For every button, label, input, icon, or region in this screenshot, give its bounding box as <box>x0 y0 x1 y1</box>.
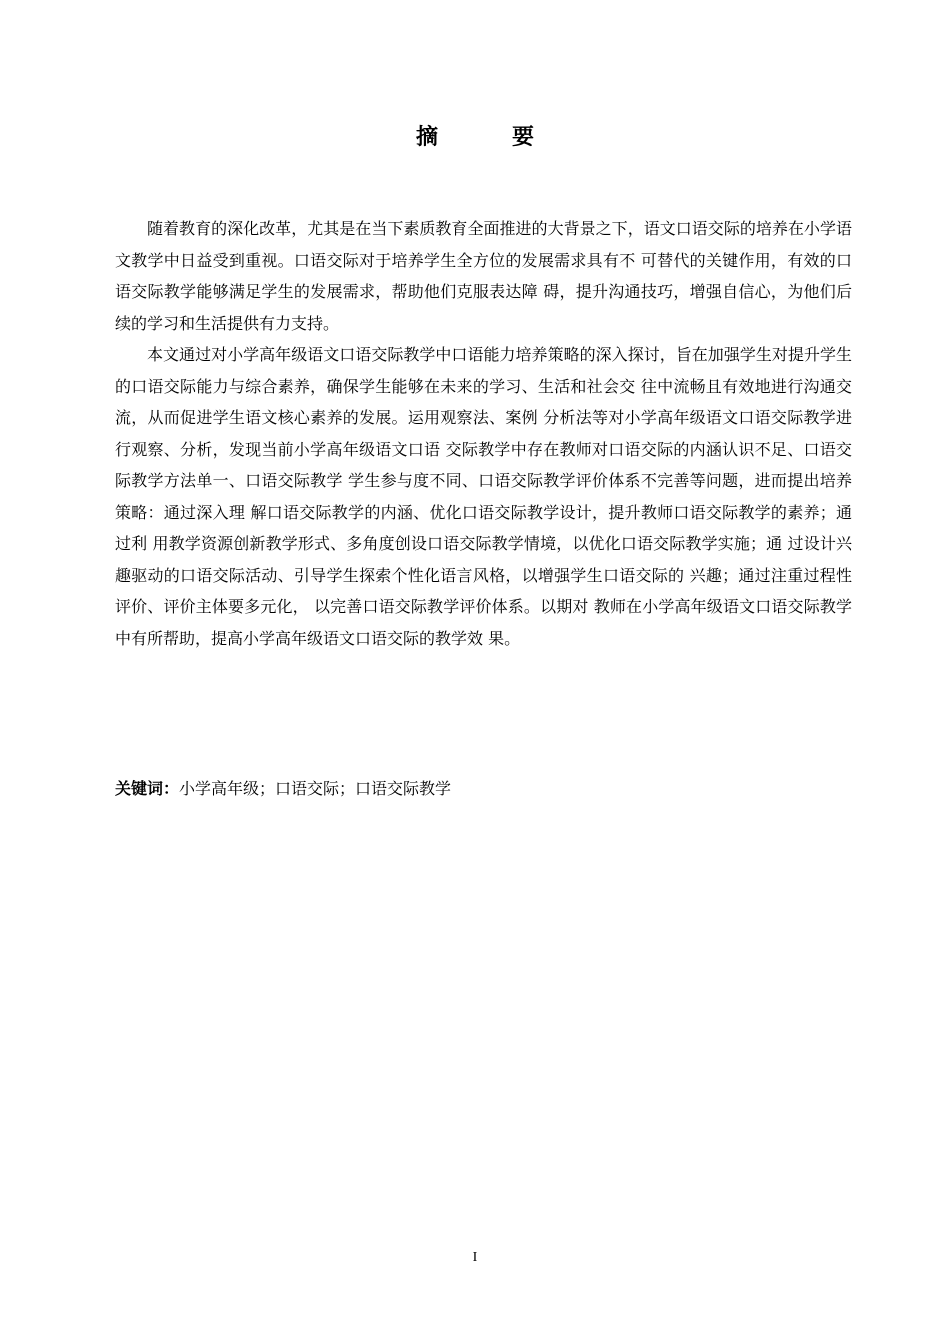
keywords-line <box>115 774 852 804</box>
page-title: 摘 要 <box>415 125 560 150</box>
abstract-body <box>115 213 852 654</box>
keywords-label: 关键词： <box>115 779 180 798</box>
abstract-paragraph-1: 随着教育的深化改革，尤其是在当下素质教育全面推进的大背景之下，语文口语交际的培养在小学语文教学中日益受到重视。口语交际对于培养学生全方位的发展需求具有不 可替代的关键作用，有效的口语交际教学能够满足学生的发展需求，帮助他们克服表达障 碍，提升沟通技巧，增强自信心，为他们后续的学习和生活提供有力支持。 <box>115 219 852 333</box>
abstract-paragraph-2: 本文通过对小学高年级语文口语交际教学中口语能力培养策略的深入探讨，旨在加强学生对提升学生的口语交际能力与综合素养，确保学生能够在未来的学习、生活和社会交 往中流畅且有效地进行沟通交流，从而促进学生语文核心素养的发展。运用观察法、案例 分析法等对小学高年级语文口语交际教学进行观察、分析，发现当前小学高年级语文口语 交际教学中存在教师对口语交际的内涵认识不足、口语交际教学方法单一、口语交际教学 学生参与度不同、口语交际教学评价体系不完善等问题，进而提出培养策略：通过深入理 解口语交际教学的内涵、优化口语交际教学设计，提升教师口语交际教学的素养；通过利 用教学资源创新教学形式、多角度创设口语交际教学情境，以优化口语交际教学实施；通 过设计兴趣驱动的口语交际活动、引导学生探索个性化语言风格，以增强学生口语交际的 兴趣；通过注重过程性评价、评价主体要多元化， 以完善口语交际教学评价体系。以期对 教师在小学高年级语文口语交际教学中有所帮助，提高小学高年级语文口语交际的教学效 果。 <box>115 345 852 648</box>
keywords-value: 小学高年级；口语交际；口语交际教学 <box>179 779 452 798</box>
page-number: I <box>472 1250 478 1265</box>
